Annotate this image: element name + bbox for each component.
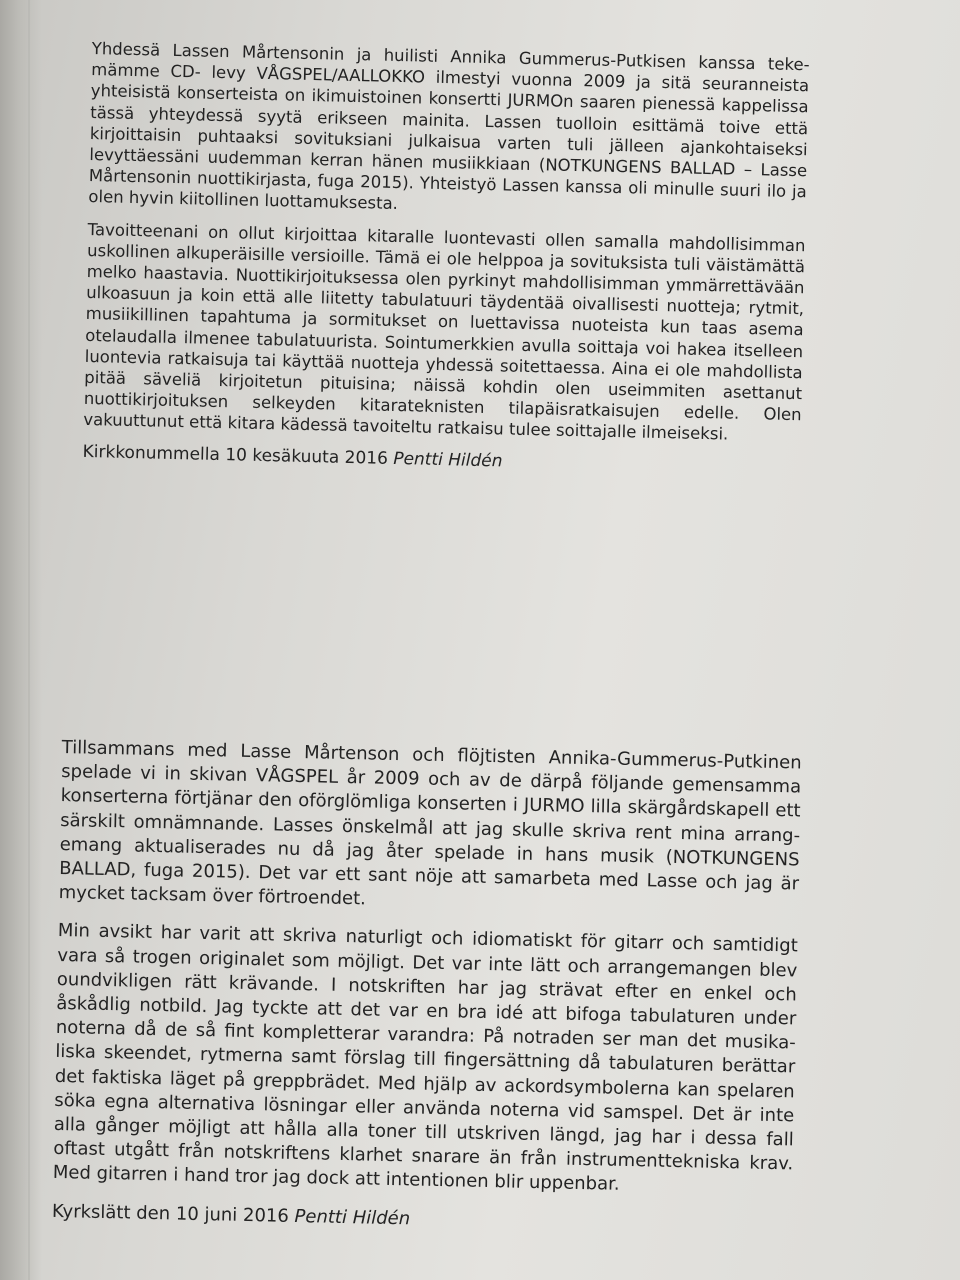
swedish-signature-place-date: Kyrkslätt den 10 juni 2016 (51, 1200, 295, 1227)
page-gutter-shadow (0, 0, 42, 1280)
swedish-text-section (52, 736, 802, 1239)
finnish-signature-place-date: Kirkkonummella 10 kesäkuuta 2016 (82, 441, 394, 469)
finnish-signature (82, 442, 800, 479)
page-edge-line (28, 0, 30, 1280)
swedish-paragraph-2: Min avsikt har varit att skriva naturligt och idiomatiskt för gitarr och samtidigt vara så trogen originalet som möjligt. Det var inte lätt och arrangemangen blev oundvikligen rätt krävande. I notskriften har jag strävat efter en enkel och åskådlig notbild. Jag tyckte att det var en bra idé att bifoga tabulaturen under noterna då de så fint kompletterar varandra: På notraden ser man det musikaliska skeendet, rytmerna samt förslag till fingersättning då tabulaturen berättar det faktiska läget på greppbrädet. Med hjälp av ackordsymbolerna kan spelaren söka egna alternativa lösningar eller använda noterna vid samspel. Det är inte alla gånger möjligt att hålla alla toner till utskriven längd, jag har i dessa fall oftast utgått från notskriftens klarhet snarare än från instrumenttekniska krav. Med gitarren i hand tror jag dock att intentionen blir uppenbar. (52, 920, 798, 1196)
swedish-paragraph-1: Tillsammans med Lasse Mårtenson och flöjtisten Annika-Gummerus-Putkinen spelade vi in skivan VÅGSPEL år 2009 och av de därpå följande gemensamma konserterna förtjänar den oförglömliga konserten i JURMO lilla skärgårdskapell ett särskilt omnämnande. Lasses önskelmål att jag skulle skriva rent mina arrangemang aktualiserades nu då jag åter spelade in hans musik (NOTKUNGENS BALLAD, fuga 2015). Det var ett sant nöje att samarbeta med Lasse och jag är mycket tacksam över förtroendet. (58, 736, 802, 910)
finnish-signature-name: Pentti Hildén (393, 448, 503, 472)
swedish-signature (52, 1200, 792, 1240)
finnish-paragraph-2: Tavoitteenani on ollut kirjoittaa kitaralle luontevasti ollen samalla mahdollisimman uskollinen alkuperäisille versioille. Tämä ei ole helppoa ja sovituksista tuli väistämättä melko haastavia. Nuottikirjoituksessa olen pyrkinyt mahdollisimman ymmärrettävään ulkoasuun ja koin että alle liitetty tabulatuuri täydentää oivallisesti nuotteja; rytmit, musiikillinen tapahtuma ja sormitukset on luettavissa nuoteista kun taas asema otelaudalla ilmenee tabulatuurista. Sointumerkkien avulla soittaja voi hakea itselleen luontevia ratkaisuja tai käyttää nuotteja yhdessä soitettaessa. Aina ei ole mahdollista pitää säveliä kirjoitetun pituisina; näissä kohdin olen useimmiten asettanut nuottikirjoituksen selkeyden kitarateknisten tilapäisratkaisujen edelle. Olen vakuuttunut että kitara kädessä tavoiteltu ratkaisu tulee soittajalle ilmeiseksi. (83, 219, 806, 444)
finnish-text-section (82, 38, 809, 479)
swedish-signature-name: Pentti Hildén (294, 1205, 411, 1230)
finnish-paragraph-1: Yhdessä Lassen Mårtensonin ja huilisti Annika Gummerus-Putkisen kanssa tekemämme CD- levy VÅGSPEL/AALLOKKO ilmestyi vuonna 2009 ja sitä seuranneista yhteisistä konserteista on ikimuistoinen konsertti JURMOn saaren pienessä kappelissa tässä yhteydessä syytä erikseen mainita. Lassen tuolloin esittämä toive että kirjoittaisin puhtaaksi sovituksiani julkaisua varten tuli jälleen ajankohtaiseksi levyttäessäni uudemman kerran hänen musiikkiaan (NOTKUNGENS BALLAD – Lasse Mårtensonin nuottikirjasta, fuga 2015). Yhteistyö Lassen kanssa oli minulle suuri ilo ja olen hyvin kiitollinen luottamuksesta. (88, 38, 810, 214)
